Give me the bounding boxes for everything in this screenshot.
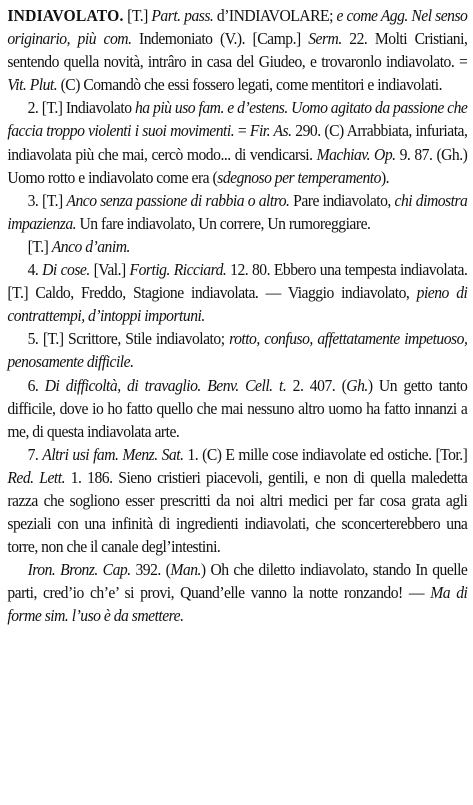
dictionary-entry: [7, 4, 467, 628]
text-run: 2. 407. (: [286, 375, 347, 395]
italic-text: e come Agg. Nel senso originario, più com.: [7, 6, 468, 49]
sense-3: [7, 189, 467, 235]
text-run: 22. Molti Cristiani, sentendo quella novità, intrâro in casa del Giudeo, e trovaronlo indiavolato. =: [7, 29, 468, 72]
italic-text: Vit. Plut.: [7, 75, 58, 95]
text-run: d’INDIAVOLARE;: [213, 6, 337, 25]
text-run: ).: [380, 167, 390, 187]
text-run: 12. 80. Ebbero una tempesta indiavolata. [T.] Caldo, Freddo, Stagione indiavolata. — Viaggio indiavolato,: [7, 260, 468, 303]
sense-3-note: [7, 235, 467, 258]
text-run: Un fare indiavolato, Un correre, Un rumoreggiare.: [76, 213, 371, 233]
italic-text: Gh.: [346, 375, 368, 395]
text-run: 3. [T.]: [27, 190, 67, 210]
italic-text: Di difficoltà, di travaglio. Benv. Cell. t.: [44, 375, 287, 395]
text-run: [T.]: [27, 236, 52, 256]
text-run: [Val.]: [89, 260, 130, 280]
text-run: 5. [T.] Scrittore, Stile indiavolato;: [27, 329, 230, 349]
italic-text: Part. pass.: [151, 6, 214, 25]
sense-1: [7, 4, 467, 96]
italic-text: chi dimostra impazienza.: [7, 190, 468, 233]
italic-text: Iron. Bronz. Cap.: [27, 560, 131, 580]
italic-text: Machiav. Op.: [316, 144, 396, 164]
italic-text: Di cose.: [42, 260, 90, 280]
sense-2: [7, 96, 467, 188]
sense-6: [7, 374, 467, 443]
text-run: =: [234, 121, 250, 141]
italic-text: Ma di forme sim. l’uso è da smettere.: [7, 583, 468, 626]
italic-text: Fir. As.: [249, 121, 292, 141]
text-run: ) Oh che diletto indiavolato, stando In quelle parti, cred’io ch’e’ si provi, Quand’elle vanno la notte ronzando! —: [7, 560, 468, 603]
italic-text: Fortig. Ricciard.: [129, 260, 227, 280]
sense-7: [7, 443, 467, 558]
italic-text: Red. Lett.: [7, 467, 66, 487]
text-run: 2. [T.] Indiavolato: [27, 98, 135, 118]
text-run: ) Un getto tanto difficile, dove io ho fatto quello che mai nessuno altro uomo ha fatto innanzi a me, di questa indiavolata arte.: [7, 375, 468, 441]
text-run: Indemoniato (V.). [Camp.]: [131, 29, 309, 49]
headword: INDIAVOLATO.: [7, 6, 124, 25]
text-run: [T.]: [123, 6, 152, 25]
text-run: 9. 87. (Gh.) Uomo rotto e indiavolato come era (: [7, 144, 468, 187]
text-run: 4.: [27, 260, 43, 280]
italic-text: Serm.: [308, 29, 342, 49]
italic-text: sdegnoso per temperamento: [217, 167, 381, 187]
text-run: 1. (C) E mille cose indiavolate ed ostiche. [Tor.]: [183, 444, 468, 464]
text-run: 392. (: [130, 560, 171, 580]
sense-4: [7, 258, 467, 327]
italic-text: Man.: [170, 560, 201, 580]
text-run: 6.: [27, 375, 45, 395]
text-run: Pare indiavolato,: [289, 190, 395, 210]
italic-text: pieno di contrattempi, d’intoppi importuni.: [7, 283, 468, 326]
text-run: (C) Comandò che essi fossero legati, come mentitori e indiavolati.: [57, 75, 442, 95]
italic-text: Anco senza passione di rabbia o altro.: [66, 190, 290, 210]
italic-text: Anco d’anim.: [51, 236, 130, 256]
text-run: 1. 186. Sieno cristieri piacevoli, gentili, e non di quella maledetta razza che sogliono esser prescritti da noi altri medici per far cosa grata agli speziali con una infinità di ingredienti indiavolati, che sconcerterebbero una torre, non che il canale degl’intestini.: [7, 467, 468, 557]
italic-text: rotto, confuso, affettatamente impetuoso, penosamente difficile.: [7, 329, 468, 372]
text-run: 7.: [27, 444, 43, 464]
italic-text: Altri usi fam. Menz. Sat.: [42, 444, 184, 464]
text-run: 290. (C) Arrabbiata, infuriata, indiavolata più che mai, cercò modo... di vendicarsi.: [7, 121, 468, 164]
sense-5: [7, 327, 467, 373]
italic-text: ha più uso fam. e d’estens. Uomo agitato da passione che faccia troppo violenti i suoi movimenti.: [7, 98, 468, 141]
sense-7-ironic-example: [7, 558, 467, 627]
